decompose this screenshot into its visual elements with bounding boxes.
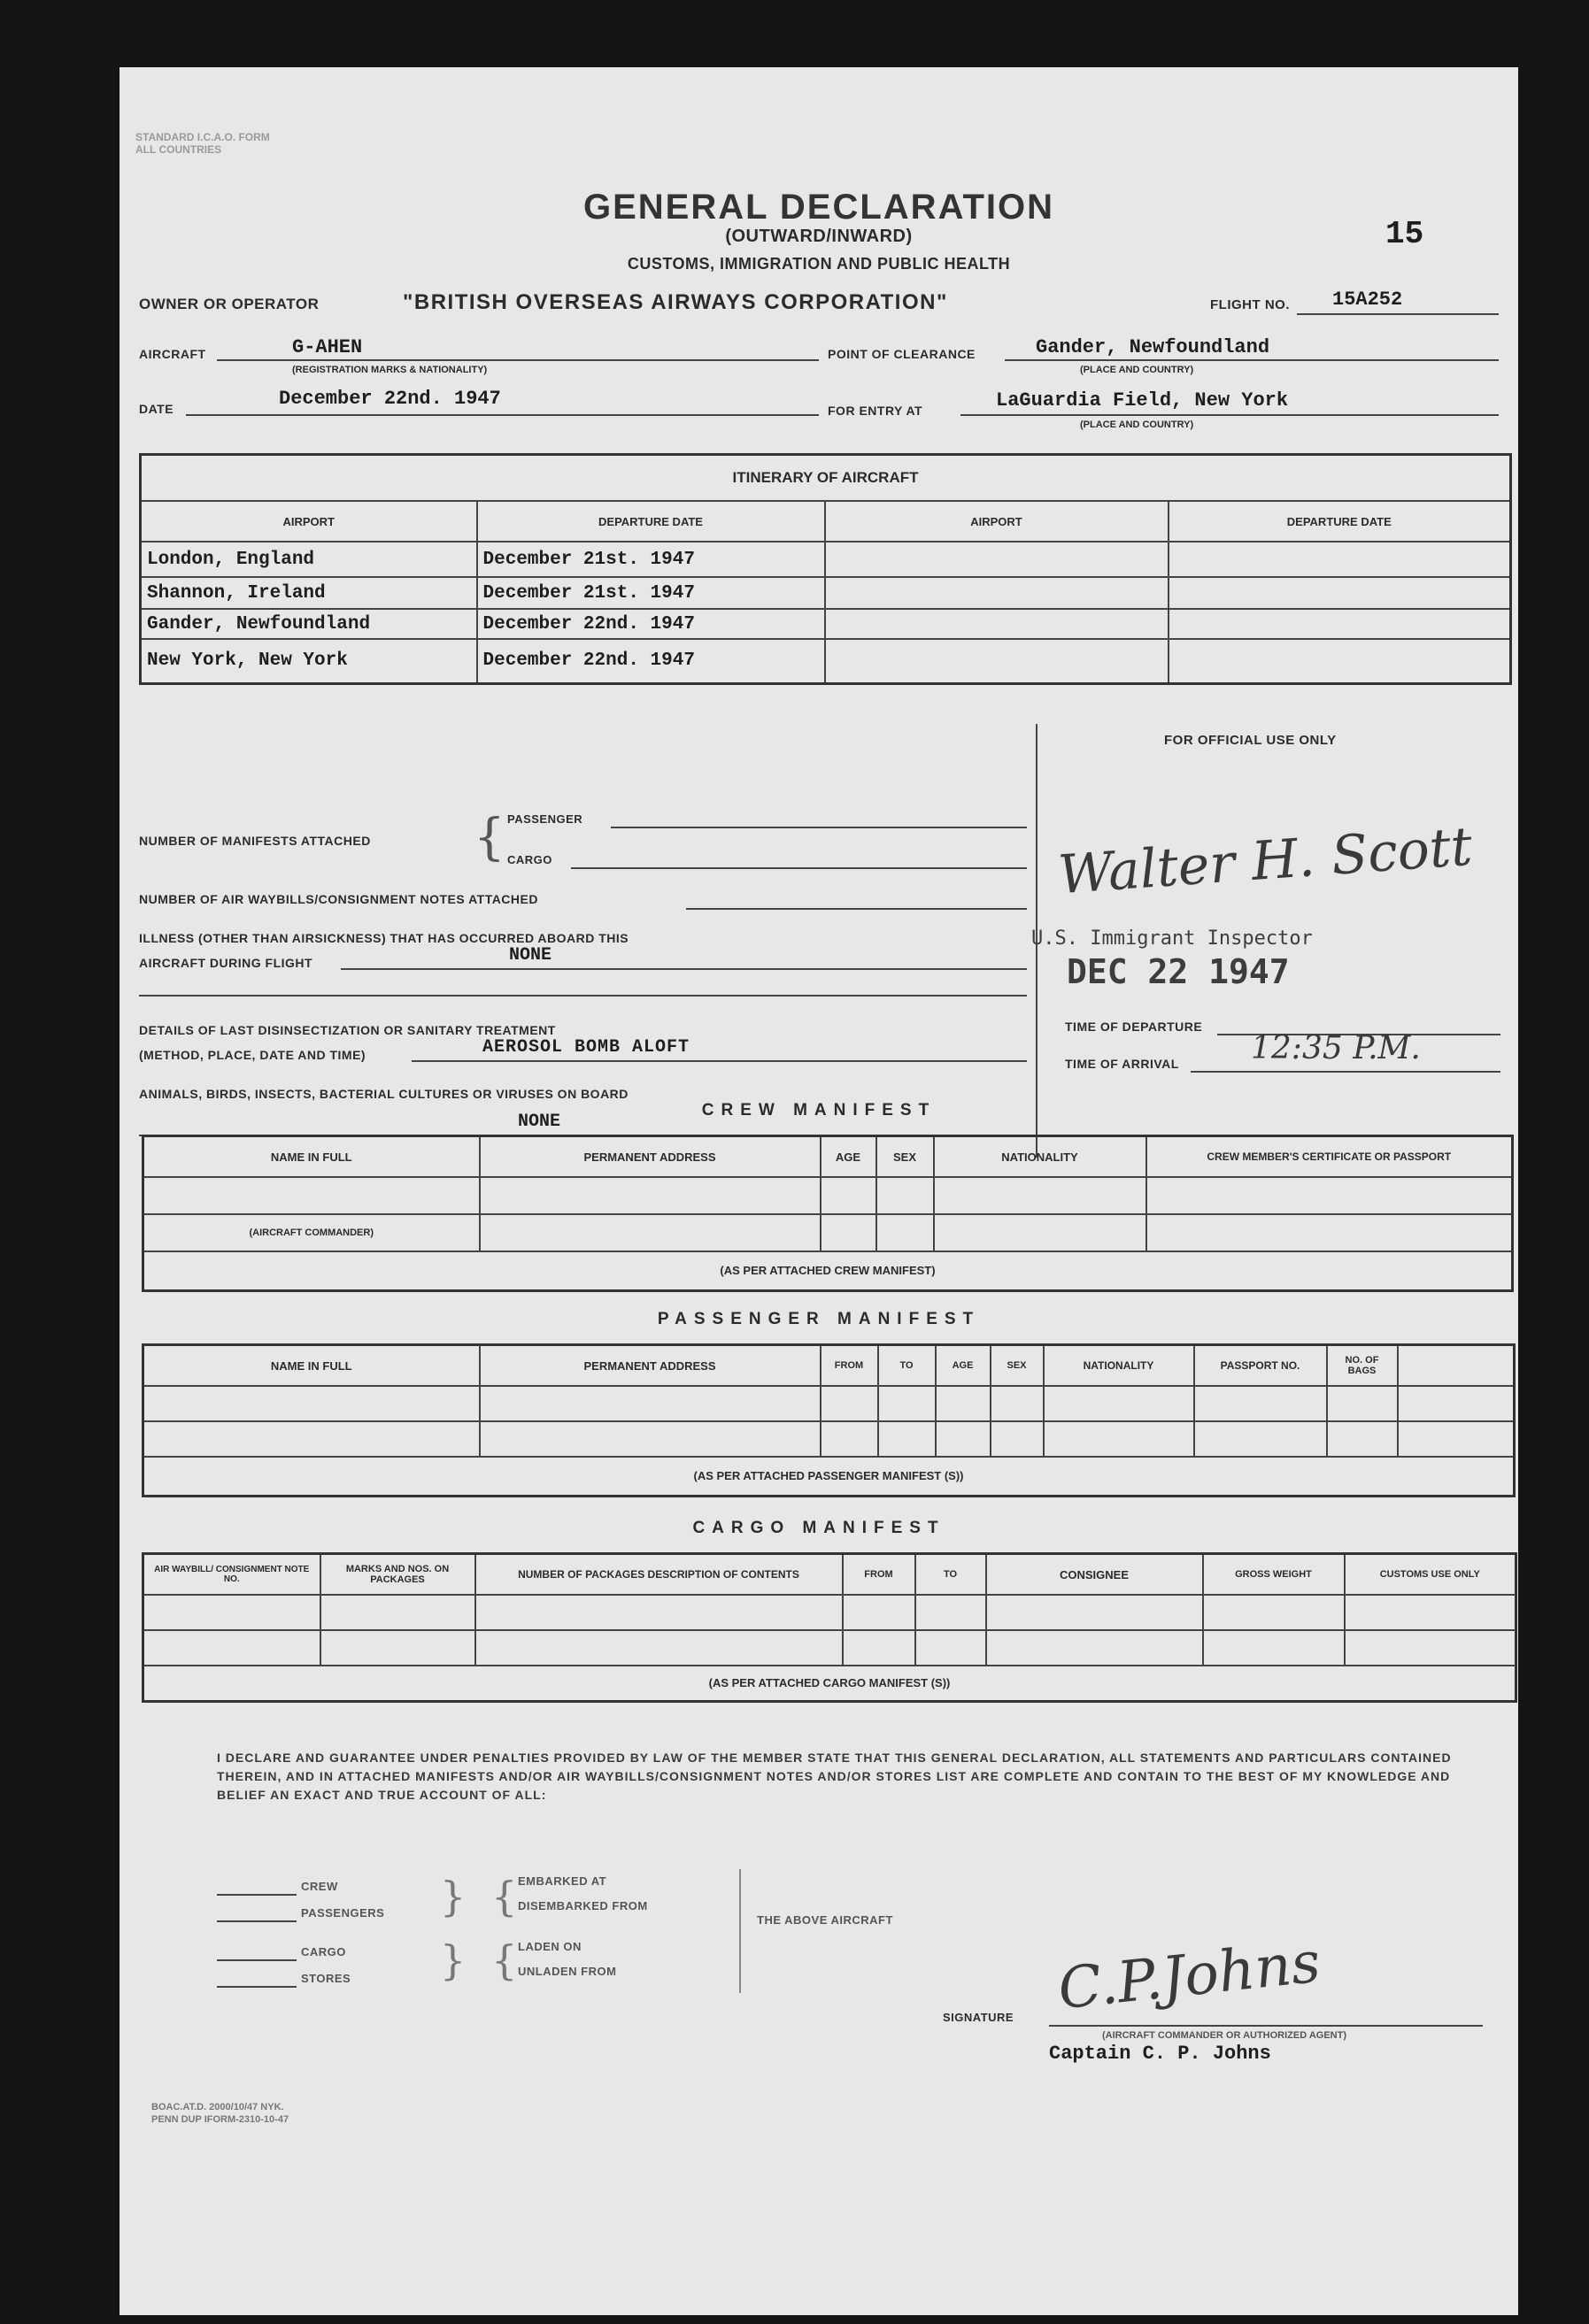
itinerary-empty <box>1169 639 1511 683</box>
declaration-passengers: PASSENGERS <box>301 1906 385 1920</box>
crew-cell <box>1146 1214 1513 1251</box>
date-line <box>186 414 819 416</box>
entry-label: FOR ENTRY AT <box>828 404 923 418</box>
passenger-cell <box>143 1386 480 1421</box>
illness-value: NONE <box>509 945 552 966</box>
entry-line <box>960 414 1499 416</box>
table-row <box>143 1666 1516 1701</box>
itinerary-airport: New York, New York <box>141 639 477 683</box>
passenger-cell <box>991 1386 1044 1421</box>
table-row <box>141 609 1511 639</box>
declaration-embarked: EMBARKED AT <box>518 1874 607 1888</box>
passenger-cell <box>878 1386 936 1421</box>
waybills-line <box>686 908 1027 910</box>
itinerary-airport: Shannon, Ireland <box>141 577 477 609</box>
arrival-label: TIME OF ARRIVAL <box>1065 1057 1179 1071</box>
aircraft-label: AIRCRAFT <box>139 347 206 361</box>
passenger-label: PASSENGER <box>507 812 583 826</box>
captain-name: Captain C. P. Johns <box>1049 2043 1271 2065</box>
passenger-col-sex: SEX <box>991 1345 1044 1387</box>
passenger-cell <box>143 1421 480 1457</box>
cargo-table <box>142 1552 1517 1703</box>
crew-cell <box>143 1177 480 1214</box>
crew-col-address: PERMANENT ADDRESS <box>480 1136 821 1178</box>
animals-value: NONE <box>518 1112 561 1132</box>
cargo-cell <box>1345 1595 1516 1630</box>
crew-footer: (AS PER ATTACHED CREW MANIFEST) <box>143 1251 1513 1290</box>
cargo-cell <box>475 1595 843 1630</box>
crew-cell <box>1146 1177 1513 1214</box>
itinerary-title: ITINERARY OF AIRCRAFT <box>141 455 1511 502</box>
arrival-value: 12:35 P.M. <box>1251 1030 1421 1066</box>
itinerary-empty <box>1169 577 1511 609</box>
footer-note <box>151 2101 289 2126</box>
passenger-cell <box>878 1421 936 1457</box>
table-row <box>143 1630 1516 1666</box>
crew-col-nationality: NATIONALITY <box>934 1136 1146 1178</box>
illness-line <box>341 968 1027 970</box>
flight-line <box>1297 313 1499 315</box>
cargo-cell <box>320 1630 475 1666</box>
document-sheet <box>120 67 1518 2315</box>
cargo-cell <box>1345 1630 1516 1666</box>
captain-signature: C.P.Johns <box>1054 1929 1323 2023</box>
aircraft-value: G-AHEN <box>292 336 363 358</box>
flight-value: 15A252 <box>1332 289 1403 311</box>
declaration-stores: STORES <box>301 1972 351 1985</box>
passenger-cell <box>1327 1421 1398 1457</box>
itinerary-airport: London, England <box>141 542 477 577</box>
passenger-title: PASSENGER MANIFEST <box>657 1310 981 1328</box>
passenger-cell <box>1194 1386 1327 1421</box>
brace-right-1: } <box>440 1873 467 1920</box>
illness-line-2 <box>139 995 1027 997</box>
stores-count-line <box>217 1986 297 1988</box>
departure-label: TIME OF DEPARTURE <box>1065 1020 1203 1034</box>
declaration-text: I DECLARE AND GUARANTEE UNDER PENALTIES PROVIDED BY LAW OF THE MEMBER STATE THAT THIS GENERAL DECLARATION, ALL STATEMENTS AND PARTICULARS CONTAINED THEREIN, AND IN ATTACHED MANIFESTS AND/OR AIR WAYBILLS/CONSIGNMENT NOTES AND/OR STORES LIST ARE COMPLETE AND CONTAIN TO THE BEST OF MY KNOWLEDGE AND BELIEF AN EXACT AND TRUE ACCOUNT OF ALL: <box>217 1751 1452 1802</box>
passenger-cell <box>480 1421 821 1457</box>
waybills-label: NUMBER OF AIR WAYBILLS/CONSIGNMENT NOTES ATTACHED <box>139 892 538 906</box>
itinerary-date: December 21st. 1947 <box>477 542 825 577</box>
passenger-header-row <box>143 1345 1515 1387</box>
table-row <box>143 1251 1513 1290</box>
crew-cell <box>934 1177 1146 1214</box>
passenger-col-from: FROM <box>821 1345 878 1387</box>
passenger-col-blank <box>1398 1345 1515 1387</box>
animals-label: ANIMALS, BIRDS, INSECTS, BACTERIAL CULTURES OR VIRUSES ON BOARD <box>139 1087 629 1101</box>
arrival-line <box>1191 1071 1500 1073</box>
itinerary-col-airport: AIRPORT <box>141 501 477 542</box>
aircraft-line <box>217 359 819 361</box>
cargo-cell <box>143 1630 320 1666</box>
crew-header-row <box>143 1136 1513 1178</box>
passenger-cell <box>821 1421 878 1457</box>
itinerary-date: December 22nd. 1947 <box>477 609 825 639</box>
itinerary-col-departure: DEPARTURE DATE <box>477 501 825 542</box>
itinerary-date: December 22nd. 1947 <box>477 639 825 683</box>
cargo-cell <box>320 1595 475 1630</box>
crew-col-certificate: CREW MEMBER'S CERTIFICATE OR PASSPORT <box>1146 1136 1513 1178</box>
form-title: GENERAL DECLARATION <box>582 188 1055 227</box>
itinerary-empty <box>1169 609 1511 639</box>
clearance-value: Gander, Newfoundland <box>1036 336 1270 358</box>
passenger-line <box>611 827 1027 828</box>
aircraft-sub: (REGISTRATION MARKS & NATIONALITY) <box>292 365 488 375</box>
itinerary-empty <box>1169 542 1511 577</box>
itinerary-col-departure-2: DEPARTURE DATE <box>1169 501 1511 542</box>
crew-title: CREW MANIFEST <box>701 1101 937 1120</box>
disinsect-label-2: (METHOD, PLACE, DATE AND TIME) <box>139 1048 366 1062</box>
crew-cell <box>821 1214 876 1251</box>
illness-label-1: ILLNESS (OTHER THAN AIRSICKNESS) THAT HAS OCCURRED ABOARD THIS <box>139 931 629 945</box>
table-row <box>143 1177 1513 1214</box>
passenger-cell <box>1327 1386 1398 1421</box>
corner-note <box>135 131 270 156</box>
crew-cell <box>821 1177 876 1214</box>
itinerary-title-row <box>141 455 1511 502</box>
table-row <box>141 542 1511 577</box>
cargo-col-from: FROM <box>843 1554 915 1596</box>
page-number: 15 <box>1385 216 1424 252</box>
cargo-col-to: TO <box>915 1554 986 1596</box>
date-value: December 22nd. 1947 <box>279 388 501 410</box>
brace-right-2: } <box>440 1936 467 1984</box>
cargo-col-weight: GROSS WEIGHT <box>1203 1554 1345 1596</box>
cargo-header-row <box>143 1554 1516 1596</box>
itinerary-empty <box>825 577 1169 609</box>
declaration-divider <box>739 1869 741 1993</box>
passenger-cell <box>821 1386 878 1421</box>
itinerary-empty <box>825 542 1169 577</box>
crew-cell <box>480 1177 821 1214</box>
entry-sub: (PLACE AND COUNTRY) <box>1080 419 1194 430</box>
crew-col-name: NAME IN FULL <box>143 1136 480 1178</box>
cargo-cell <box>1203 1595 1345 1630</box>
clearance-sub: (PLACE AND COUNTRY) <box>1080 365 1194 375</box>
cargo-col-waybill: AIR WAYBILL/ CONSIGNMENT NOTE NO. <box>143 1554 320 1596</box>
date-label: DATE <box>139 402 174 416</box>
form-subtitle-2: CUSTOMS, IMMIGRATION AND PUBLIC HEALTH <box>627 255 1011 273</box>
cargo-col-customs: CUSTOMS USE ONLY <box>1345 1554 1516 1596</box>
passenger-col-age: AGE <box>936 1345 991 1387</box>
disinsect-value: AEROSOL BOMB ALOFT <box>482 1037 690 1058</box>
cargo-count-line <box>217 1959 297 1961</box>
cargo-footer: (AS PER ATTACHED CARGO MANIFEST (S)) <box>143 1666 1516 1701</box>
passenger-cell <box>991 1421 1044 1457</box>
table-row <box>143 1386 1515 1421</box>
corner-note-line: ALL COUNTRIES <box>135 143 222 156</box>
cargo-col-packages: NUMBER OF PACKAGES DESCRIPTION OF CONTENTS <box>475 1554 843 1596</box>
brace-left-1: { <box>491 1873 518 1920</box>
passenger-table <box>142 1343 1516 1497</box>
table-row <box>141 639 1511 683</box>
corner-note-line: STANDARD I.C.A.O. FORM <box>135 131 270 143</box>
cargo-label: CARGO <box>507 853 552 866</box>
declaration-laden: LADEN ON <box>518 1940 582 1953</box>
cargo-cell <box>1203 1630 1345 1666</box>
passenger-cell <box>1398 1421 1515 1457</box>
table-row <box>143 1421 1515 1457</box>
cargo-cell <box>915 1595 986 1630</box>
disinsect-line <box>412 1060 1027 1062</box>
declaration-above-aircraft: THE ABOVE AIRCRAFT <box>757 1913 893 1927</box>
crew-count-line <box>217 1894 297 1896</box>
cargo-cell <box>915 1630 986 1666</box>
cargo-cell <box>986 1630 1203 1666</box>
crew-cell <box>876 1177 934 1214</box>
illness-label-2: AIRCRAFT DURING FLIGHT <box>139 956 313 970</box>
cargo-cell <box>986 1595 1203 1630</box>
table-row <box>141 577 1511 609</box>
declaration-crew: CREW <box>301 1880 338 1893</box>
itinerary-airport: Gander, Newfoundland <box>141 609 477 639</box>
itinerary-empty <box>825 639 1169 683</box>
signature-sub: (AIRCRAFT COMMANDER OR AUTHORIZED AGENT) <box>1102 2030 1346 2041</box>
declaration-unladen: UNLADEN FROM <box>518 1965 617 1978</box>
passenger-cell <box>1044 1386 1194 1421</box>
clearance-line <box>1005 359 1499 361</box>
passenger-cell <box>1398 1386 1515 1421</box>
table-row <box>143 1214 1513 1251</box>
official-title: FOR OFFICIAL USE ONLY <box>1164 733 1337 748</box>
passenger-col-passport: PASSPORT NO. <box>1194 1345 1327 1387</box>
flight-label: FLIGHT NO. <box>1210 297 1290 312</box>
cargo-cell <box>843 1595 915 1630</box>
cargo-col-marks: MARKS AND NOS. ON PACKAGES <box>320 1554 475 1596</box>
entry-value: LaGuardia Field, New York <box>996 389 1289 412</box>
passenger-cell <box>1044 1421 1194 1457</box>
itinerary-table <box>139 453 1512 685</box>
form-subtitle: (OUTWARD/INWARD) <box>725 227 913 246</box>
cargo-line <box>571 867 1027 869</box>
passenger-col-to: TO <box>878 1345 936 1387</box>
signature-line <box>1049 2025 1483 2027</box>
signature-label: SIGNATURE <box>943 2011 1014 2024</box>
inspector-signature: Walter H. Scott <box>1056 815 1475 907</box>
itinerary-col-airport-2: AIRPORT <box>825 501 1169 542</box>
declaration-disembarked: DISEMBARKED FROM <box>518 1899 648 1912</box>
cargo-cell <box>475 1630 843 1666</box>
passenger-cell <box>936 1421 991 1457</box>
owner-label: OWNER OR OPERATOR <box>139 296 320 312</box>
crew-cell <box>480 1214 821 1251</box>
passenger-col-nationality: NATIONALITY <box>1044 1345 1194 1387</box>
passenger-col-name: NAME IN FULL <box>143 1345 480 1387</box>
itinerary-empty <box>825 609 1169 639</box>
itinerary-date: December 21st. 1947 <box>477 577 825 609</box>
footer-note-line: BOAC.AT.D. 2000/10/47 NYK. <box>151 2102 284 2112</box>
date-stamp: DEC 22 1947 <box>1067 952 1290 991</box>
passengers-count-line <box>217 1920 297 1922</box>
crew-cell <box>876 1214 934 1251</box>
manifests-brace: { <box>474 809 505 866</box>
brace-left-2: { <box>491 1936 518 1984</box>
commander-note: (AIRCRAFT COMMANDER) <box>143 1214 480 1251</box>
crew-table <box>142 1135 1514 1292</box>
passenger-footer: (AS PER ATTACHED PASSENGER MANIFEST (S)) <box>143 1457 1515 1496</box>
manifests-label: NUMBER OF MANIFESTS ATTACHED <box>139 834 371 848</box>
owner-value: "BRITISH OVERSEAS AIRWAYS CORPORATION" <box>403 290 948 314</box>
cargo-cell <box>143 1595 320 1630</box>
disinsect-label-1: DETAILS OF LAST DISINSECTIZATION OR SANITARY TREATMENT <box>139 1023 556 1037</box>
crew-cell <box>934 1214 1146 1251</box>
crew-col-age: AGE <box>821 1136 876 1178</box>
passenger-col-bags: NO. OF BAGS <box>1327 1345 1398 1387</box>
table-row <box>143 1457 1515 1496</box>
footer-note-line: PENN DUP IFORM-2310-10-47 <box>151 2114 289 2125</box>
cargo-title: CARGO MANIFEST <box>692 1519 945 1537</box>
cargo-col-consignee: CONSIGNEE <box>986 1554 1203 1596</box>
inspector-title: U.S. Immigrant Inspector <box>1031 927 1313 950</box>
passenger-cell <box>480 1386 821 1421</box>
itinerary-header-row <box>141 501 1511 542</box>
cargo-cell <box>843 1630 915 1666</box>
declaration-cargo: CARGO <box>301 1945 346 1958</box>
passenger-cell <box>1194 1421 1327 1457</box>
passenger-cell <box>936 1386 991 1421</box>
table-row <box>143 1595 1516 1630</box>
crew-col-sex: SEX <box>876 1136 934 1178</box>
passenger-col-address: PERMANENT ADDRESS <box>480 1345 821 1387</box>
clearance-label: POINT OF CLEARANCE <box>828 347 976 361</box>
